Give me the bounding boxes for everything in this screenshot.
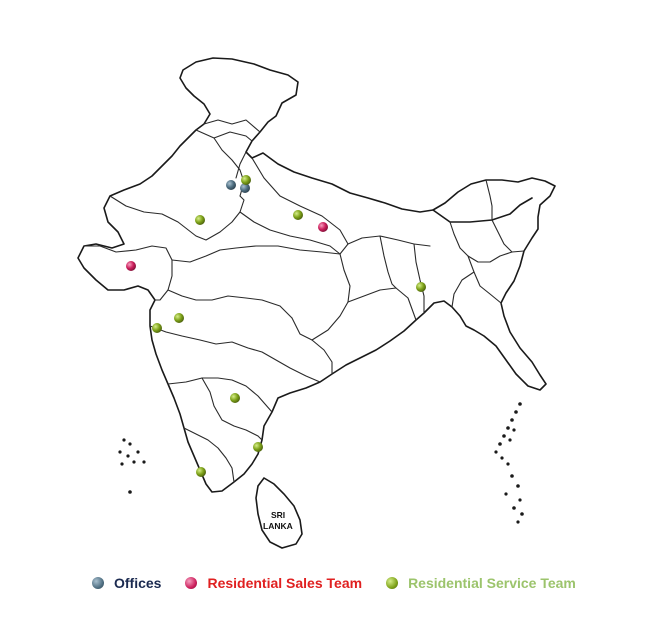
legend-label-service: Residential Service Team	[408, 575, 576, 591]
legend-item-sales	[185, 575, 362, 591]
service-marker[interactable]	[241, 175, 251, 185]
sales-marker[interactable]	[318, 222, 328, 232]
legend-label-offices: Offices	[114, 575, 162, 591]
offices-marker-icon	[92, 577, 104, 589]
service-marker[interactable]	[293, 210, 303, 220]
service-marker[interactable]	[416, 282, 426, 292]
sales-marker-icon	[185, 577, 197, 589]
india-outline	[78, 58, 555, 492]
legend-item-offices	[92, 575, 161, 591]
service-marker[interactable]	[174, 313, 184, 323]
sri-lanka-label-line1: SRI	[271, 510, 286, 520]
service-marker[interactable]	[196, 467, 206, 477]
sri-lanka	[256, 478, 302, 548]
service-marker-icon	[386, 577, 398, 589]
state-boundaries	[84, 120, 524, 482]
legend-item-service	[386, 575, 576, 591]
lakshadweep-islands	[118, 438, 145, 493]
offices-marker[interactable]	[226, 180, 236, 190]
service-marker[interactable]	[152, 323, 162, 333]
legend	[92, 572, 576, 594]
service-marker[interactable]	[230, 393, 240, 403]
sales-marker[interactable]	[126, 261, 136, 271]
andaman-nicobar-islands	[494, 402, 523, 523]
sri-lanka-label-line2: LANKA	[263, 521, 293, 531]
service-marker[interactable]	[253, 442, 263, 452]
service-marker[interactable]	[195, 215, 205, 225]
markers-layer	[126, 175, 426, 477]
legend-label-sales: Residential Sales Team	[207, 575, 363, 591]
